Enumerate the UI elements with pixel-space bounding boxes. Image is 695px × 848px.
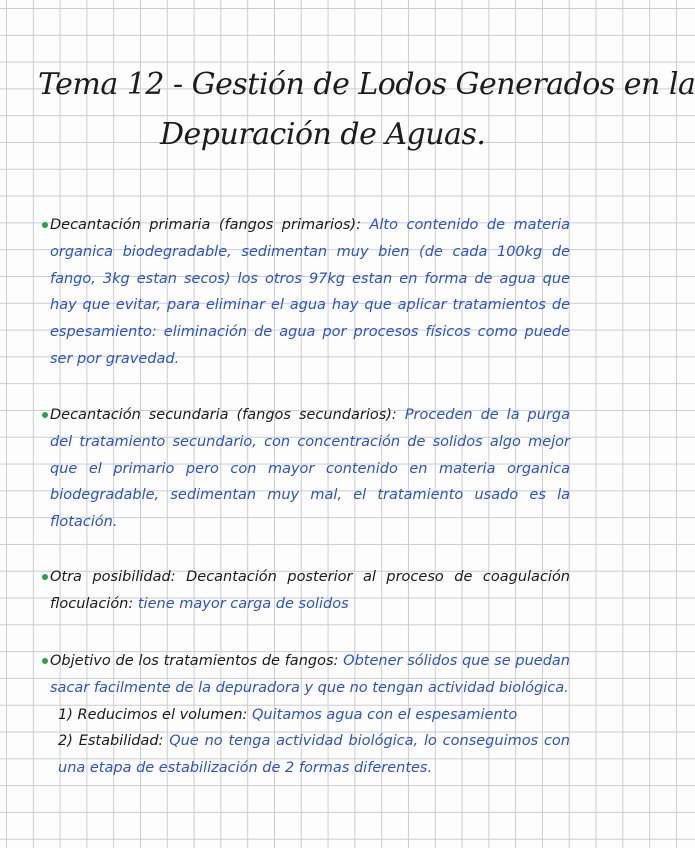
item-text: Obtener sólidos que se puedan sacar facilmente de la depuradora y que no tengan actividad biológica.: [50, 653, 570, 696]
item-primary-decantation: [50, 212, 570, 373]
bullet-icon: [42, 574, 48, 580]
item-heading: Otra posibilidad: Decantación posterior al proceso de coagulación floculación:: [50, 569, 570, 612]
sub-item-text: Quitamos agua con el espesamiento: [252, 706, 518, 723]
bullet-icon: [42, 222, 48, 228]
item-heading: Decantación primaria (fangos primarios):: [50, 217, 361, 233]
item-heading: Decantación secundaria (fangos secundarios):: [50, 407, 397, 423]
item-sludge-objective: [50, 648, 570, 782]
sub-item-stability: [50, 728, 570, 782]
bullet-icon: [42, 412, 48, 418]
title-line-1: Tema 12 - Gestión de Lodos Generados en la: [38, 67, 695, 102]
item-text: Alto contenido de materia organica biodegradable, sedimentan muy bien (de cada 100kg de fango, 3kg estan secos) los otros 97kg estan en forma de agua que hay que evitar, para eliminar el agua hay que aplicar tratamientos de espesamiento: eliminación de agua por procesos físicos como puede ser por gravedad.: [50, 217, 571, 367]
sub-item-volume: [50, 702, 570, 729]
item-other-possibility: [50, 564, 570, 618]
item-text: Proceden de la purga del tratamiento secundario, con concentración de solidos algo mejor que el primario pero con mayor contenido en materia organica biodegradable, sedimentan muy mal, el tratamiento usado es la flotación.: [50, 407, 571, 531]
page-title: [38, 60, 695, 160]
item-text: tiene mayor carga de solidos: [137, 595, 349, 612]
sub-item-label: 1) Reducimos el volumen:: [58, 706, 248, 723]
item-heading: Objetivo de los tratamientos de fangos:: [50, 653, 339, 669]
sub-item-label: 2) Estabilidad:: [58, 733, 164, 750]
item-secondary-decantation: [50, 402, 570, 536]
sub-item-text: Que no tenga actividad biológica, lo conseguimos con una etapa de estabilización de 2 formas diferentes.: [58, 733, 570, 777]
title-line-2: Depuración de Aguas.: [160, 117, 486, 152]
bullet-icon: [42, 658, 48, 664]
